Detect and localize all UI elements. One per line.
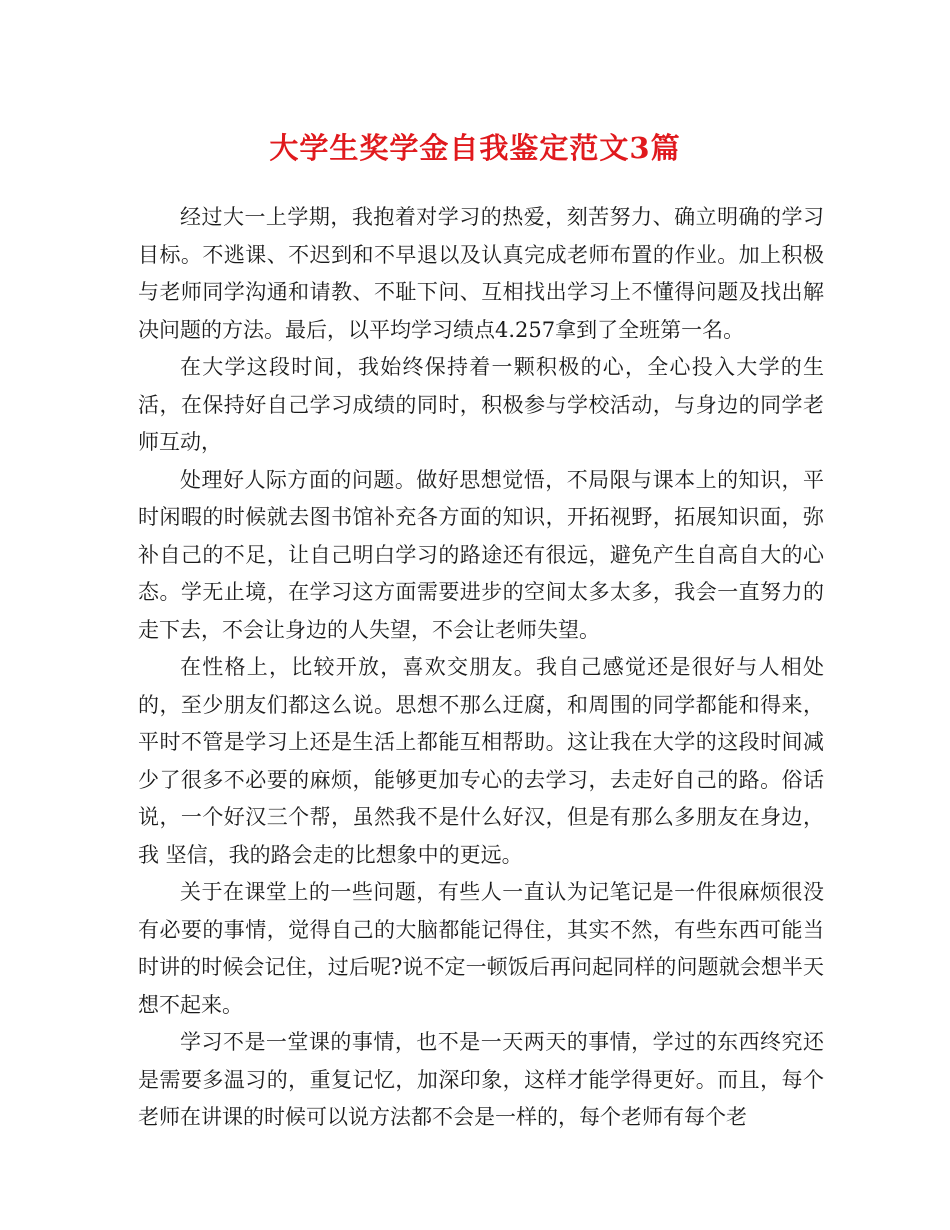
paragraph-3: 处理好人际方面的问题。做好思想觉悟，不局限与课本上的知识，平时闲暇的时候就去图书馆补充各方面的知识，开拓视野，拓展知识面，弥补自己的不足，让自己明白学习的路途还有很远，避免产生自高自大的心态。学无止境，在学习这方面需要进步的空间太多太多，我会一直努力的走下去，不会让身边的人失望，不会让老师失望。 [138,467,824,642]
paragraph-1: 经过大一上学期，我抱着对学习的热爱，刻苦努力、确立明确的学习目标。不逃课、不迟到和不早退以及认真完成老师布置的作业。加上积极与老师同学沟通和请教、不耻下问、互相找出学习上不懂得问题及找出解决问题的方法。最后，以平均学习绩点4.257拿到了全班第一名。 [138,205,824,342]
paragraph-5: 关于在课堂上的一些问题，有些人一直认为记笔记是一件很麻烦很没有必要的事情，觉得自己的大脑都能记得住，其实不然，有些东西可能当时讲的时候会记住，过后呢?说不定一顿饭后再问起同样的问题就会想半天想不起来。 [138,880,824,1017]
paragraph-4: 在性格上，比较开放，喜欢交朋友。我自己感觉还是很好与人相处的，至少朋友们都这么说。思想不那么迂腐，和周围的同学都能和得来，平时不管是学习上还是生活上都能互相帮助。这让我在大学的这段时间减少了很多不必要的麻烦，能够更加专心的去学习，去走好自己的路。俗话说，一个好汉三个帮，虽然我不是什么好汉，但是有那么多朋友在身边，我 坚信，我的路会走的比想象中的更远。 [138,655,824,867]
document-title: 大学生奖学金自我鉴定范文3篇 [269,131,681,165]
paragraph-6: 学习不是一堂课的事情，也不是一天两天的事情，学过的东西终究还是需要多温习的，重复记忆，加深印象，这样才能学得更好。而且，每个老师在讲课的时候可以说方法都不会是一样的，每个老师有每个老 [138,1030,824,1129]
paragraph-2: 在大学这段时间，我始终保持着一颗积极的心，全心投入大学的生活，在保持好自己学习成绩的同时，积极参与学校活动，与身边的同学老师互动， [138,355,824,454]
document-body [138,199,824,1137]
